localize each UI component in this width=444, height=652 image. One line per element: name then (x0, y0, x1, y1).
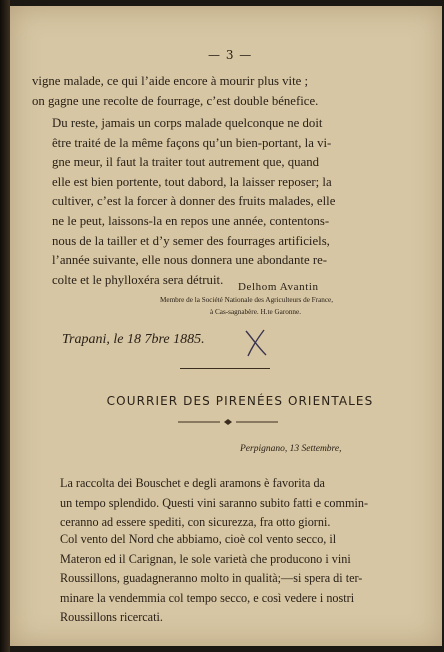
text-line: on gagne une recolte de fourrage, c’est double bénefice. (32, 93, 319, 108)
paragraph-3 (32, 474, 412, 533)
section-divider (180, 368, 270, 369)
signature-affiliation: Membre de la Société Nationale des Agriculteurs de France, (160, 296, 334, 304)
book-spine-shadow (0, 0, 10, 652)
paragraph-2 (32, 114, 412, 290)
text-line: l’année suivante, elle nous donnera une abondante re- (52, 253, 328, 268)
page-number: — 3 — (208, 48, 253, 62)
text-line: Roussillons ricercati. (60, 610, 163, 625)
dateline: Trapani, le 18 7bre 1885. (62, 332, 205, 347)
text-line: minare la vendemmia col tempo secco, e così vedere i nostri (60, 590, 355, 605)
place-date: Perpignano, 13 Settembre, (240, 444, 342, 454)
text-line: un tempo splendido. Questi vini saranno subito fatti e commin- (60, 495, 369, 510)
text-line: ceranno ad essere spediti, con sicurezza, fra otto giorni. (60, 515, 331, 530)
text-line: cultiver, c’est la forcer à donner des fruits malades, elle (52, 194, 336, 209)
text-line: Du reste, jamais un corps malade quelconque ne doit (52, 116, 323, 130)
text-line: nous de la tailler et d’y semer des fourrages artificiels, (52, 233, 330, 248)
ornamental-rule (178, 418, 278, 426)
text-line: Roussillons, guadagneranno molto in qualità;—si spera di ter- (60, 571, 363, 586)
text-line: Materon ed il Carignan, le sole varietà che producono i vini (60, 551, 351, 566)
text-line: La raccolta dei Bouschet e degli aramons è favorita da (60, 476, 325, 490)
paragraph-4 (32, 530, 412, 628)
paragraph-1 (32, 72, 412, 111)
text-line: ne le peut, laissons-la en repos une année, contentons- (52, 213, 330, 228)
section-header: COURRIER DES PIRENÉES ORIENTALES (106, 394, 374, 408)
text-line: vigne malade, ce qui l’aide encore à mourir plus vite ; (32, 74, 309, 88)
text-line: gne meur, il faut la traiter tout autrement que, quand (52, 155, 320, 170)
text-line: être traité de la même façons qu’un bien-portant, la vi- (52, 135, 332, 150)
signature-name: Delhom Avantin (238, 281, 319, 293)
text-line: colte et le phylloxéra sera détruit. (52, 272, 224, 287)
signature-location: à Cas-sagnabère. H.te Garonne. (210, 308, 302, 316)
text-line: Col vento del Nord che abbiamo, cioè col vento secco, il (60, 532, 337, 546)
document-page (10, 6, 442, 646)
text-line: elle est bien portente, tout dabord, la laisser reposer; la (52, 174, 332, 189)
handwritten-x-mark (242, 328, 270, 358)
